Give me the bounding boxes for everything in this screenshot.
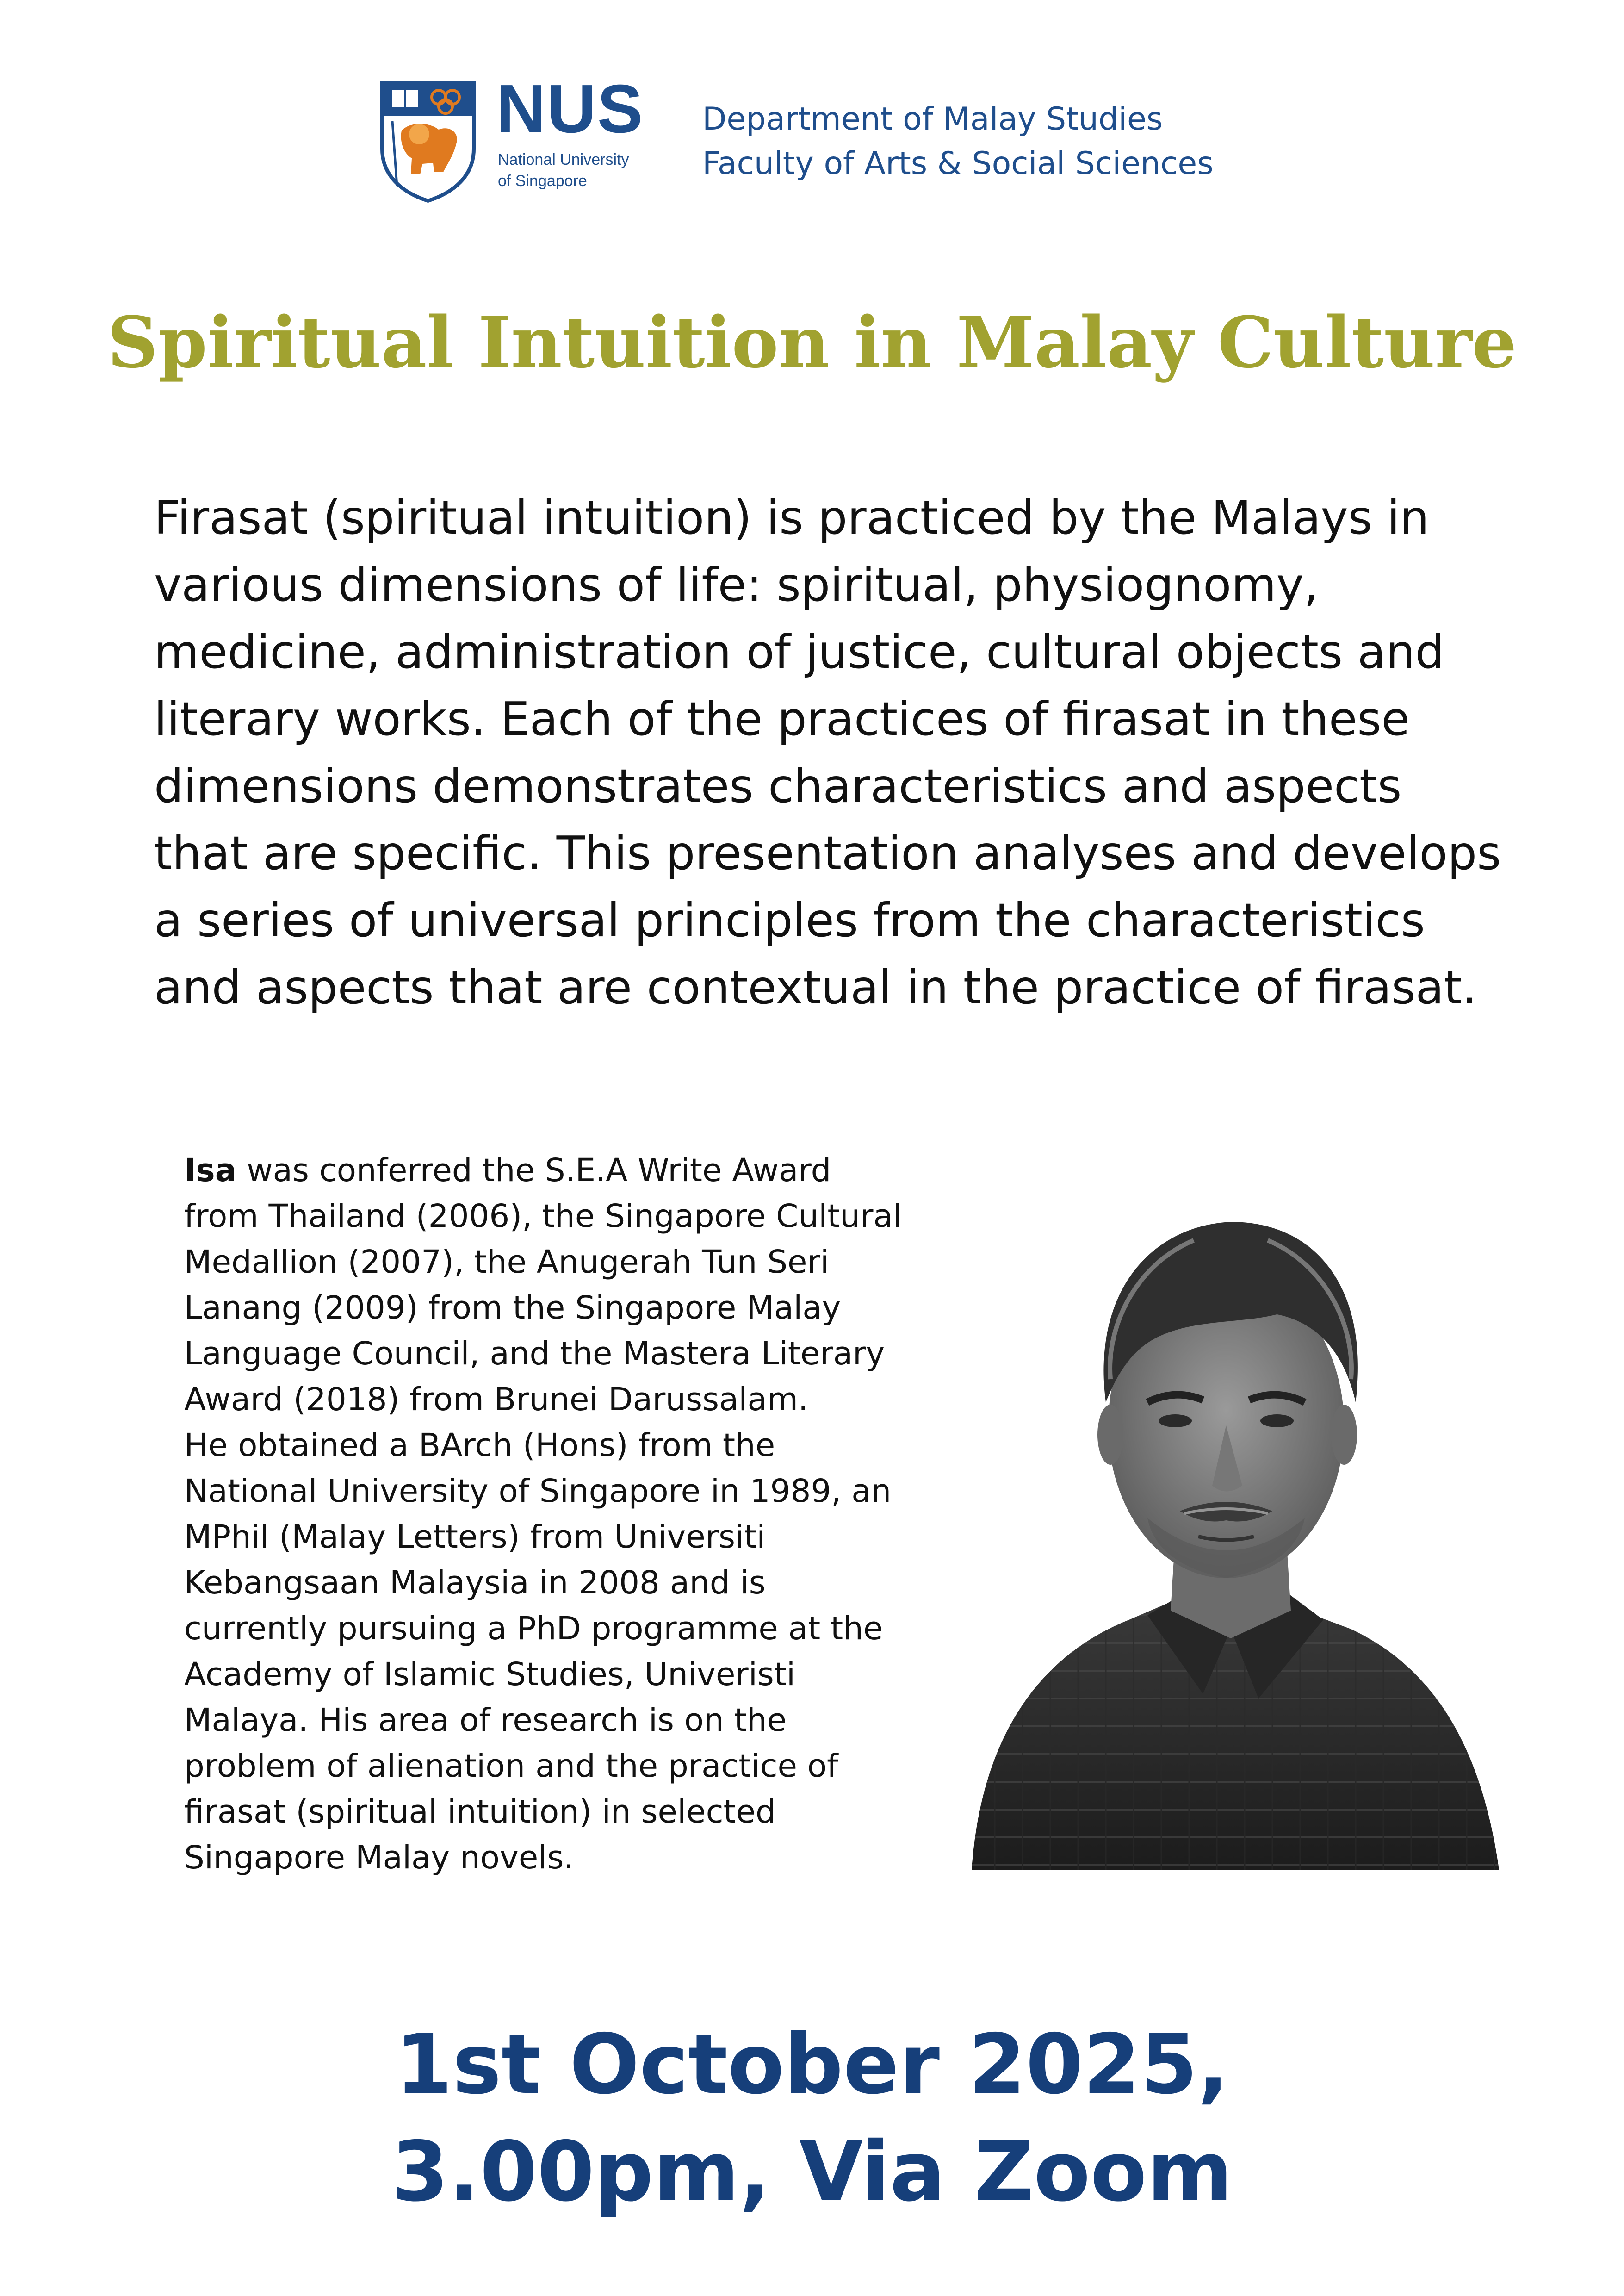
nus-logo-word: NUS [496, 71, 644, 147]
nus-logo-subtitle [498, 149, 629, 192]
department-info [702, 97, 1214, 186]
event-time-venue: 3.00pm, Via Zoom [391, 2124, 1233, 2220]
bio-paragraph-1-text: was conferred the S.E.A Write Award from Thailand (2006), the Singapore Cultural Medallion (2007), the Anugerah Tun Seri Lanang (2009) from the Singapore Malay Language Council, and the Mastera Literary Award (2018) from Brunei Darussalam. [184, 1152, 902, 1418]
header [378, 71, 1304, 209]
speaker-bio [184, 1148, 906, 1881]
bio-paragraph-2: He obtained a BArch (Hons) from the National University of Singapore in 1989, an MPhil (Malay Letters) from Universiti Kebangsaan Malaysia in 2008 and is currently pursuing a PhD programme at the Academy of Islamic Studies, Univeristi Malaya. His area of research is on the problem of alienation and the practice of firasat (spiritual intuition) in selected Singapore Malay novels. [184, 1427, 892, 1876]
nus-logo-sub-line2: of Singapore [498, 172, 587, 190]
nus-crest-icon [378, 80, 477, 203]
nus-logo-sub-line1: National University [498, 151, 629, 168]
page-title: Spiritual Intuition in Malay Culture [107, 301, 1517, 384]
event-info [0, 2011, 1624, 2226]
speaker-photo [953, 1185, 1499, 1870]
faculty-name: Faculty of Arts & Social Sciences [702, 145, 1214, 182]
speaker-name: Isa [184, 1152, 237, 1189]
department-name: Department of Malay Studies [702, 101, 1163, 137]
event-date: 1st October 2025, [395, 2016, 1229, 2112]
abstract-text: Firasat (spiritual intuition) is practiced by the Malays in various dimensions of life: spiritual, physiognomy, medicine, administration of justice, cultural objects and literary works. Each of the practices of firasat in these dimensions demonstrates characteristics and aspects that are specific. This presentation analyses and develops a series of universal principles from the characteristics and aspects that are contextual in the practice of firasat. [154, 491, 1501, 1014]
bio-paragraph-1 [184, 1148, 906, 1423]
